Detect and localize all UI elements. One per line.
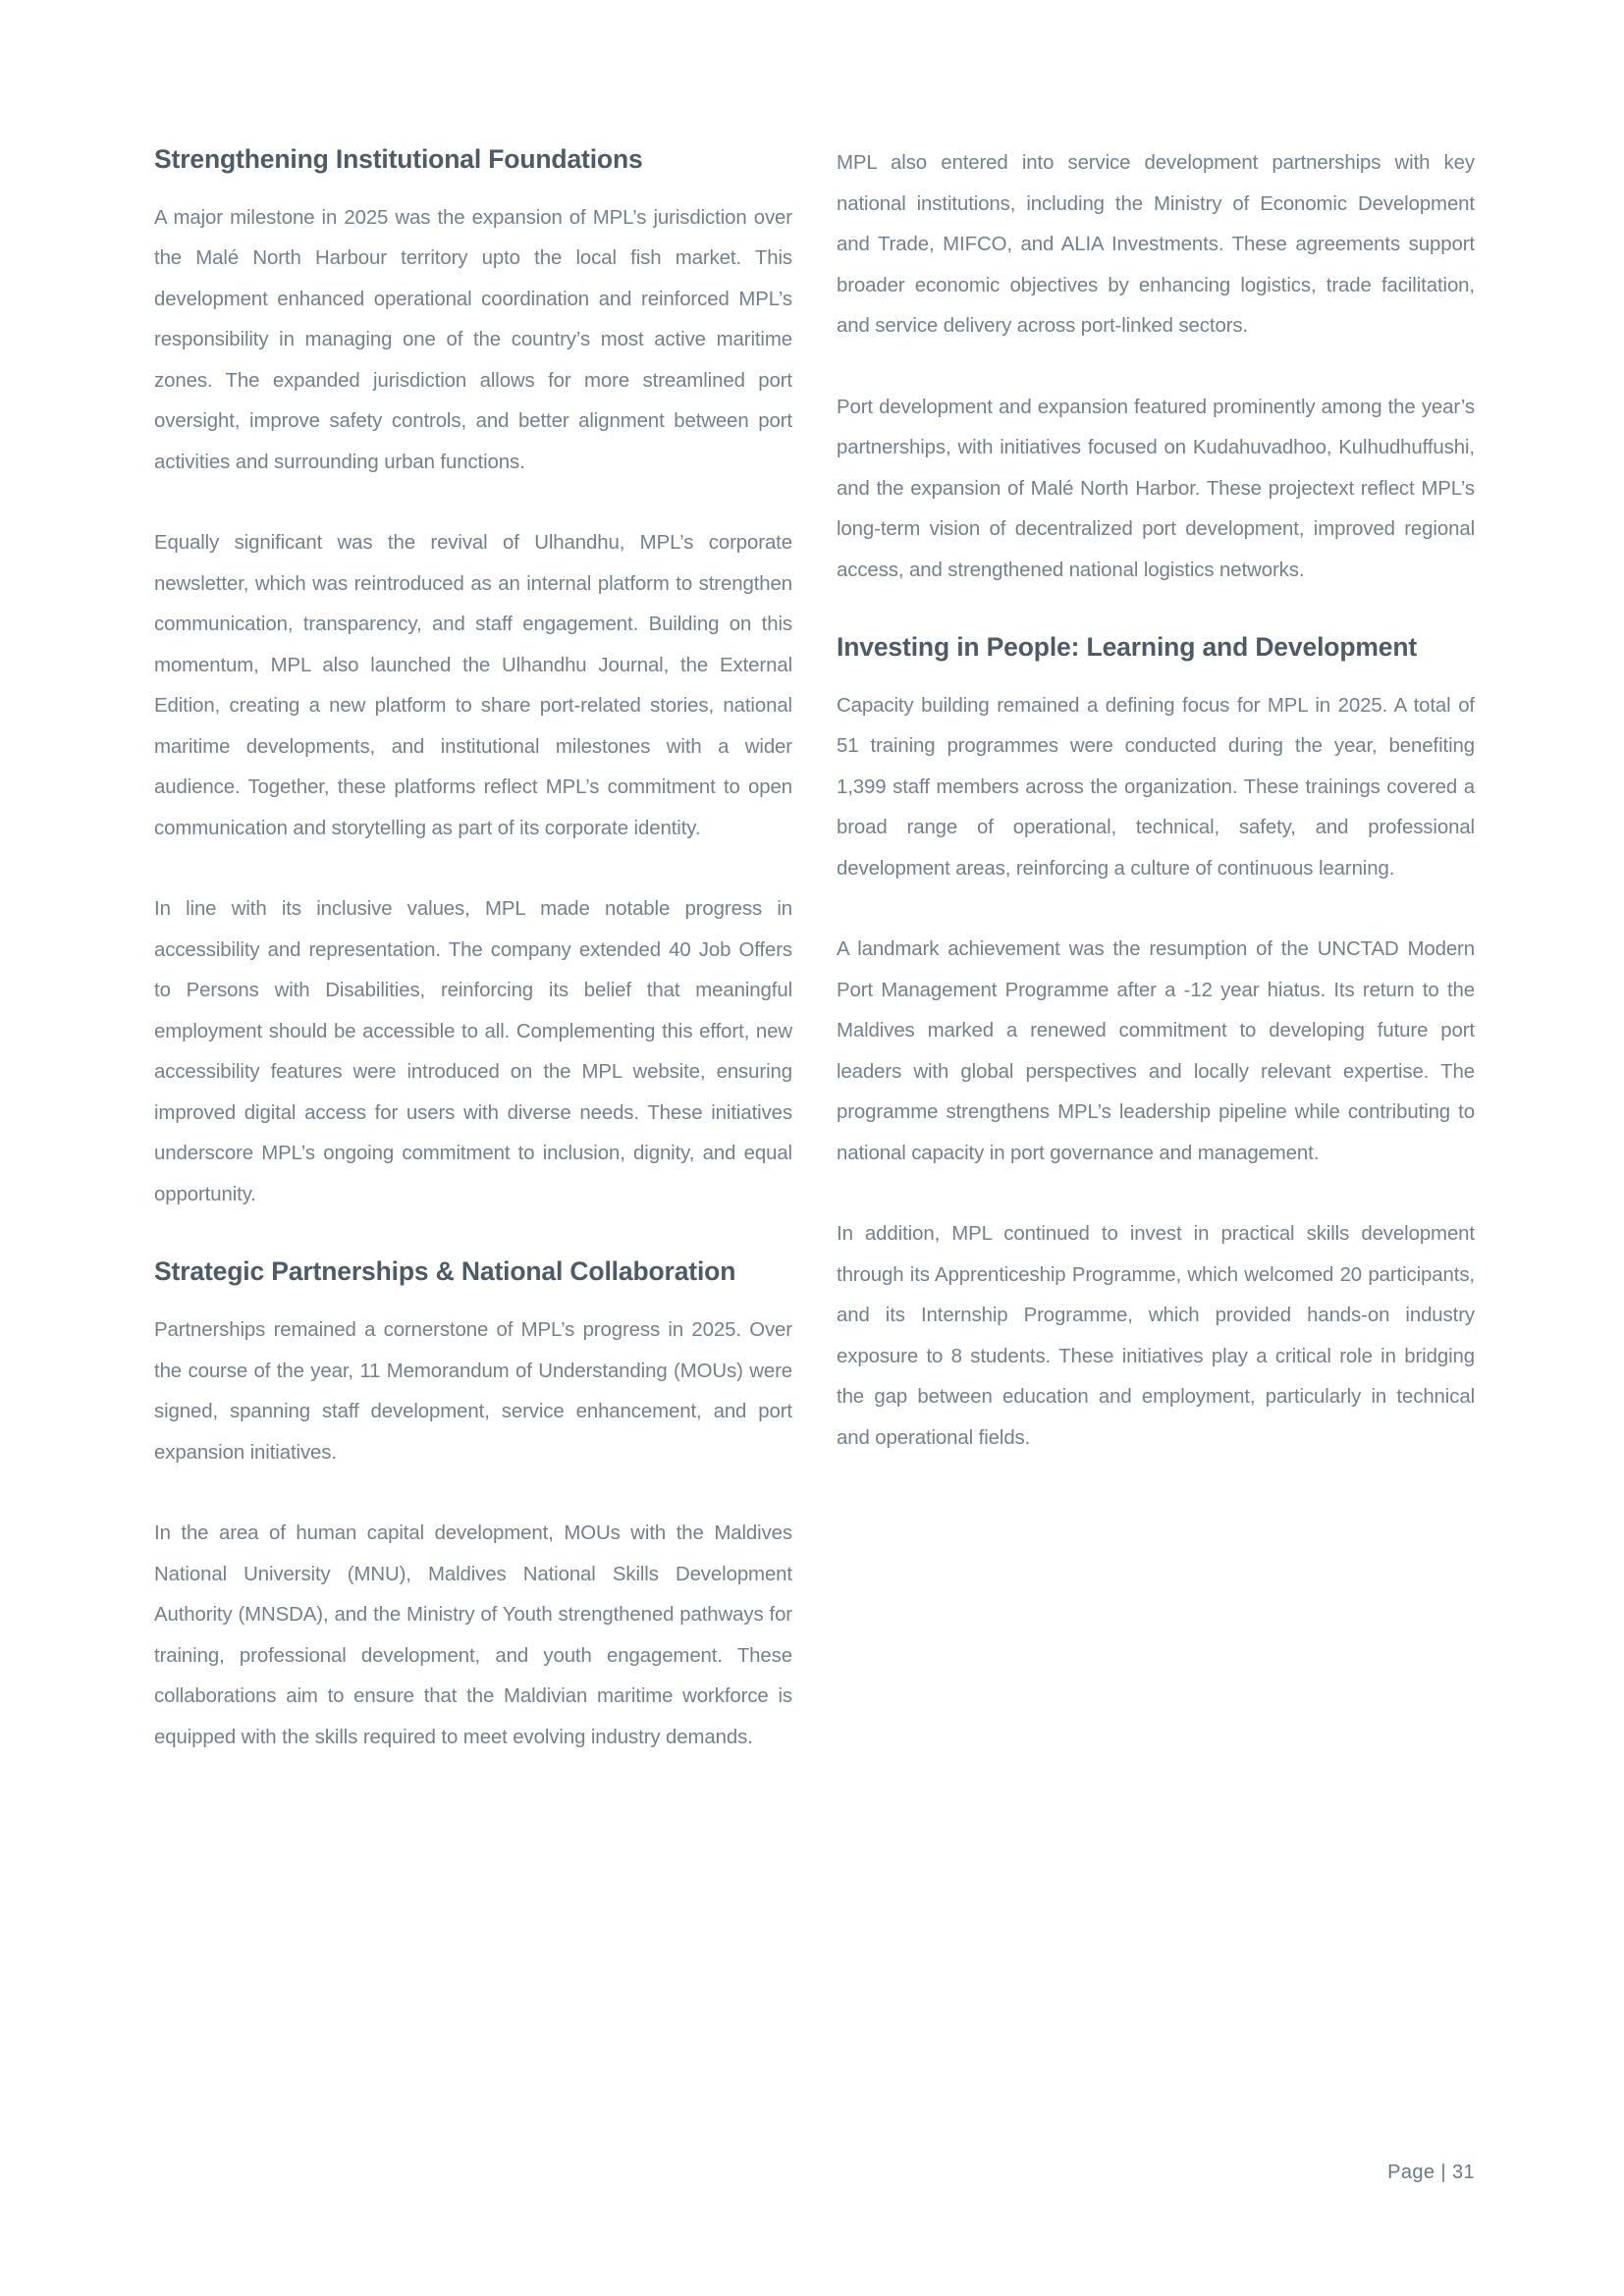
paragraph-human-capital-development: In the area of human capital development, MOUs with the Maldives National University (MNU), Maldives National Skills Development Authority (MNSDA), and the Ministry of Youth strengthened pathways for training, professional development, and youth engagement. These collaborations aim to ensure that the Maldivian maritime workforce is equipped with the skills required to meet evolving industry demands. [154, 1522, 792, 1748]
page-number-label: Page | 31 [1387, 2162, 1475, 2183]
section-heading-strengthening-institutional-foundations: Strengthening Institutional Foundations [154, 144, 643, 174]
section-heading-strategic-partnerships: Strategic Partnerships & National Collaboration [154, 1256, 736, 1287]
paragraph-accessibility-inclusion: In line with its inclusive values, MPL made notable progress in accessibility and representation. The company extended 40 Job Offers to Persons with Disabilities, reinforcing its belief that meaningful employment should be accessible to all. Complementing this effort, new accessibility features were introduced on the MPL website, ensuring improved digital access for users with diverse needs. These initiatives underscore MPL’s ongoing commitment to inclusion, dignity, and equal opportunity. [154, 898, 792, 1205]
paragraph-capacity-building: Capacity building remained a defining focus for MPL in 2025. A total of 51 training programmes were conducted during the year, benefiting 1,399 staff members across the organization. These trainings covered a broad range of operational, technical, safety, and professional development areas, reinforcing a culture of continuous learning. [837, 694, 1475, 880]
paragraph-apprenticeship-internship: In addition, MPL continued to invest in practical skills development through its Apprenticeship Programme, which welcomed 20 participants, and its Internship Programme, which provided hands-on industry exposure to 8 students. These initiatives play a critical role in bridging the gap between education and employment, particularly in technical and operational fields. [837, 1223, 1475, 1449]
paragraph-ulhandhu-newsletter: Equally significant was the revival of Ulhandhu, MPL’s corporate newsletter, which was reintroduced as an internal platform to strengthen communication, transparency, and staff engagement. Building on this momentum, MPL also launched the Ulhandhu Journal, the External Edition, creating a new platform to share port-related stories, national maritime developments, and institutional milestones with a wider audience. Together, these platforms reflect MPL’s commitment to open communication and storytelling as part of its corporate identity. [154, 532, 792, 839]
left-column [154, 143, 792, 1758]
right-column [837, 143, 1475, 1459]
page-footer [0, 2162, 1624, 2184]
paragraph-port-development-expansion: Port development and expansion featured prominently among the year’s partnerships, with initiatives focused on Kudahuvadhoo, Kulhudhuffushi, and the expansion of Malé North Harbor. These projectext reflect MPL’s long-term vision of decentralized port development, improved regional access, and strengthened national logistics networks. [837, 396, 1475, 581]
paragraph-service-development-partnerships: MPL also entered into service development partnerships with key national institutions, including the Ministry of Economic Development and Trade, MIFCO, and ALIA Investments. These agreements support broader economic objectives by enhancing logistics, trade facilitation, and service delivery across port-linked sectors. [837, 152, 1475, 337]
section-heading-investing-in-people: Investing in People: Learning and Development [837, 632, 1418, 662]
page-content [154, 143, 1475, 1758]
paragraph-unctad-programme: A landmark achievement was the resumption of the UNCTAD Modern Port Management Programme after a -12 year hiatus. Its return to the Maldives marked a renewed commitment to developing future port leaders with global perspectives and locally relevant expertise. The programme strengthens MPL’s leadership pipeline while contributing to national capacity in port governance and management. [837, 938, 1475, 1164]
paragraph-mous-signed: Partnerships remained a cornerstone of MPL’s progress in 2025. Over the course of the year, 11 Memorandum of Understanding (MOUs) were signed, spanning staff development, service enhancement, and port expansion initiatives. [154, 1319, 792, 1464]
paragraph-jurisdiction-expansion: A major milestone in 2025 was the expansion of MPL’s jurisdiction over the Malé North Harbour territory upto the local fish market. This development enhanced operational coordination and reinforced MPL’s responsibility in managing one of the country’s most active maritime zones. The expanded jurisdiction allows for more streamlined port oversight, improve safety controls, and better alignment between port activities and surrounding urban functions. [154, 206, 792, 473]
two-column-layout [154, 143, 1475, 1758]
